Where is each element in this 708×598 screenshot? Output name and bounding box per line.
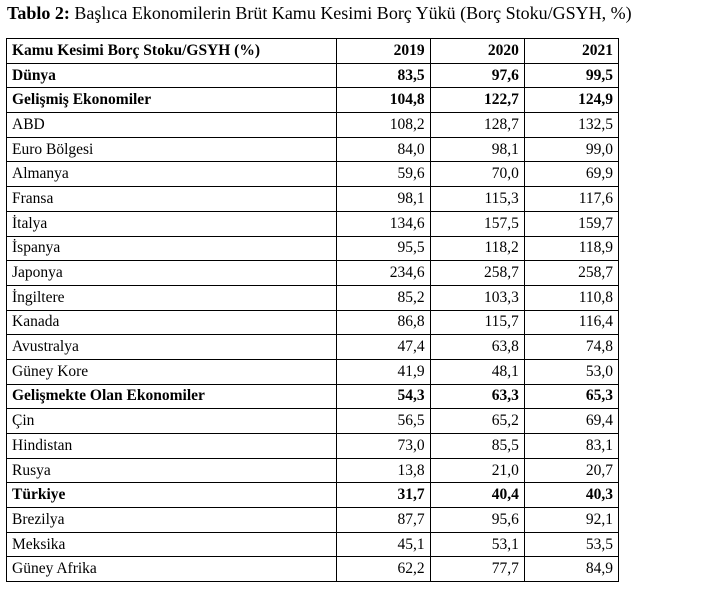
row-label: Euro Bölgesi bbox=[7, 137, 337, 162]
row-label: Dünya bbox=[7, 63, 337, 88]
value-cell-2020: 85,5 bbox=[430, 434, 524, 459]
value-cell-2019: 45,1 bbox=[336, 532, 430, 557]
table-row bbox=[7, 483, 619, 508]
table-header-row bbox=[7, 39, 619, 64]
value-cell-2020: 40,4 bbox=[430, 483, 524, 508]
table-row bbox=[7, 88, 619, 113]
value-cell-2019: 83,5 bbox=[336, 63, 430, 88]
value-cell-2019: 87,7 bbox=[336, 508, 430, 533]
table-row bbox=[7, 434, 619, 459]
caption-text: Başlıca Ekonomilerin Brüt Kamu Kesimi Borç Yükü (Borç Stoku/GSYH, %) bbox=[74, 3, 632, 23]
table-row bbox=[7, 409, 619, 434]
value-cell-2019: 56,5 bbox=[336, 409, 430, 434]
table-row bbox=[7, 310, 619, 335]
value-cell-2020: 258,7 bbox=[430, 261, 524, 286]
value-cell-2020: 70,0 bbox=[430, 162, 524, 187]
row-label: Fransa bbox=[7, 187, 337, 212]
value-cell-2020: 103,3 bbox=[430, 285, 524, 310]
value-cell-2019: 84,0 bbox=[336, 137, 430, 162]
header-indicator: Kamu Kesimi Borç Stoku/GSYH (%) bbox=[7, 39, 337, 64]
table-row bbox=[7, 236, 619, 261]
value-cell-2020: 122,7 bbox=[430, 88, 524, 113]
table-row bbox=[7, 187, 619, 212]
value-cell-2019: 47,4 bbox=[336, 335, 430, 360]
value-cell-2019: 134,6 bbox=[336, 211, 430, 236]
value-cell-2019: 59,6 bbox=[336, 162, 430, 187]
value-cell-2019: 54,3 bbox=[336, 384, 430, 409]
value-cell-2020: 53,1 bbox=[430, 532, 524, 557]
row-label: Avustralya bbox=[7, 335, 337, 360]
value-cell-2020: 63,8 bbox=[430, 335, 524, 360]
row-label: Rusya bbox=[7, 458, 337, 483]
value-cell-2021: 84,9 bbox=[524, 557, 618, 582]
table-row bbox=[7, 285, 619, 310]
debt-table bbox=[6, 38, 619, 582]
value-cell-2021: 99,5 bbox=[524, 63, 618, 88]
table-row bbox=[7, 557, 619, 582]
row-label: İtalya bbox=[7, 211, 337, 236]
table-row bbox=[7, 359, 619, 384]
value-cell-2020: 115,3 bbox=[430, 187, 524, 212]
value-cell-2021: 20,7 bbox=[524, 458, 618, 483]
value-cell-2020: 118,2 bbox=[430, 236, 524, 261]
table-row bbox=[7, 211, 619, 236]
value-cell-2019: 62,2 bbox=[336, 557, 430, 582]
table-row bbox=[7, 113, 619, 138]
row-label: Kanada bbox=[7, 310, 337, 335]
value-cell-2021: 40,3 bbox=[524, 483, 618, 508]
table-caption bbox=[7, 1, 632, 25]
value-cell-2019: 104,8 bbox=[336, 88, 430, 113]
row-label: Hindistan bbox=[7, 434, 337, 459]
value-cell-2019: 73,0 bbox=[336, 434, 430, 459]
row-label: ABD bbox=[7, 113, 337, 138]
table-row bbox=[7, 532, 619, 557]
value-cell-2021: 99,0 bbox=[524, 137, 618, 162]
value-cell-2020: 97,6 bbox=[430, 63, 524, 88]
value-cell-2020: 63,3 bbox=[430, 384, 524, 409]
row-label: İngiltere bbox=[7, 285, 337, 310]
value-cell-2021: 65,3 bbox=[524, 384, 618, 409]
table-row bbox=[7, 261, 619, 286]
value-cell-2019: 108,2 bbox=[336, 113, 430, 138]
row-label: Japonya bbox=[7, 261, 337, 286]
value-cell-2020: 115,7 bbox=[430, 310, 524, 335]
value-cell-2020: 157,5 bbox=[430, 211, 524, 236]
value-cell-2020: 128,7 bbox=[430, 113, 524, 138]
value-cell-2020: 95,6 bbox=[430, 508, 524, 533]
table-body bbox=[7, 63, 619, 581]
value-cell-2021: 159,7 bbox=[524, 211, 618, 236]
header-year-2019: 2019 bbox=[336, 39, 430, 64]
value-cell-2020: 98,1 bbox=[430, 137, 524, 162]
value-cell-2020: 65,2 bbox=[430, 409, 524, 434]
value-cell-2019: 41,9 bbox=[336, 359, 430, 384]
row-label: Güney Afrika bbox=[7, 557, 337, 582]
value-cell-2019: 98,1 bbox=[336, 187, 430, 212]
table-row bbox=[7, 162, 619, 187]
value-cell-2021: 116,4 bbox=[524, 310, 618, 335]
header-year-2021: 2021 bbox=[524, 39, 618, 64]
row-label: İspanya bbox=[7, 236, 337, 261]
row-label: Gelişmekte Olan Ekonomiler bbox=[7, 384, 337, 409]
table-row bbox=[7, 63, 619, 88]
value-cell-2021: 83,1 bbox=[524, 434, 618, 459]
value-cell-2020: 77,7 bbox=[430, 557, 524, 582]
value-cell-2019: 95,5 bbox=[336, 236, 430, 261]
value-cell-2021: 92,1 bbox=[524, 508, 618, 533]
row-label: Brezilya bbox=[7, 508, 337, 533]
value-cell-2019: 13,8 bbox=[336, 458, 430, 483]
row-label: Türkiye bbox=[7, 483, 337, 508]
value-cell-2019: 85,2 bbox=[336, 285, 430, 310]
value-cell-2021: 124,9 bbox=[524, 88, 618, 113]
value-cell-2021: 69,4 bbox=[524, 409, 618, 434]
value-cell-2020: 48,1 bbox=[430, 359, 524, 384]
row-label: Almanya bbox=[7, 162, 337, 187]
table-row bbox=[7, 137, 619, 162]
value-cell-2021: 117,6 bbox=[524, 187, 618, 212]
row-label: Güney Kore bbox=[7, 359, 337, 384]
value-cell-2021: 53,0 bbox=[524, 359, 618, 384]
value-cell-2020: 21,0 bbox=[430, 458, 524, 483]
value-cell-2021: 132,5 bbox=[524, 113, 618, 138]
value-cell-2021: 258,7 bbox=[524, 261, 618, 286]
header-year-2020: 2020 bbox=[430, 39, 524, 64]
table-row bbox=[7, 384, 619, 409]
value-cell-2019: 86,8 bbox=[336, 310, 430, 335]
value-cell-2019: 31,7 bbox=[336, 483, 430, 508]
value-cell-2021: 118,9 bbox=[524, 236, 618, 261]
table-row bbox=[7, 458, 619, 483]
table-row bbox=[7, 335, 619, 360]
value-cell-2019: 234,6 bbox=[336, 261, 430, 286]
value-cell-2021: 53,5 bbox=[524, 532, 618, 557]
row-label: Çin bbox=[7, 409, 337, 434]
caption-label: Tablo 2: bbox=[7, 3, 70, 23]
row-label: Meksika bbox=[7, 532, 337, 557]
row-label: Gelişmiş Ekonomiler bbox=[7, 88, 337, 113]
value-cell-2021: 69,9 bbox=[524, 162, 618, 187]
value-cell-2021: 110,8 bbox=[524, 285, 618, 310]
table-row bbox=[7, 508, 619, 533]
value-cell-2021: 74,8 bbox=[524, 335, 618, 360]
